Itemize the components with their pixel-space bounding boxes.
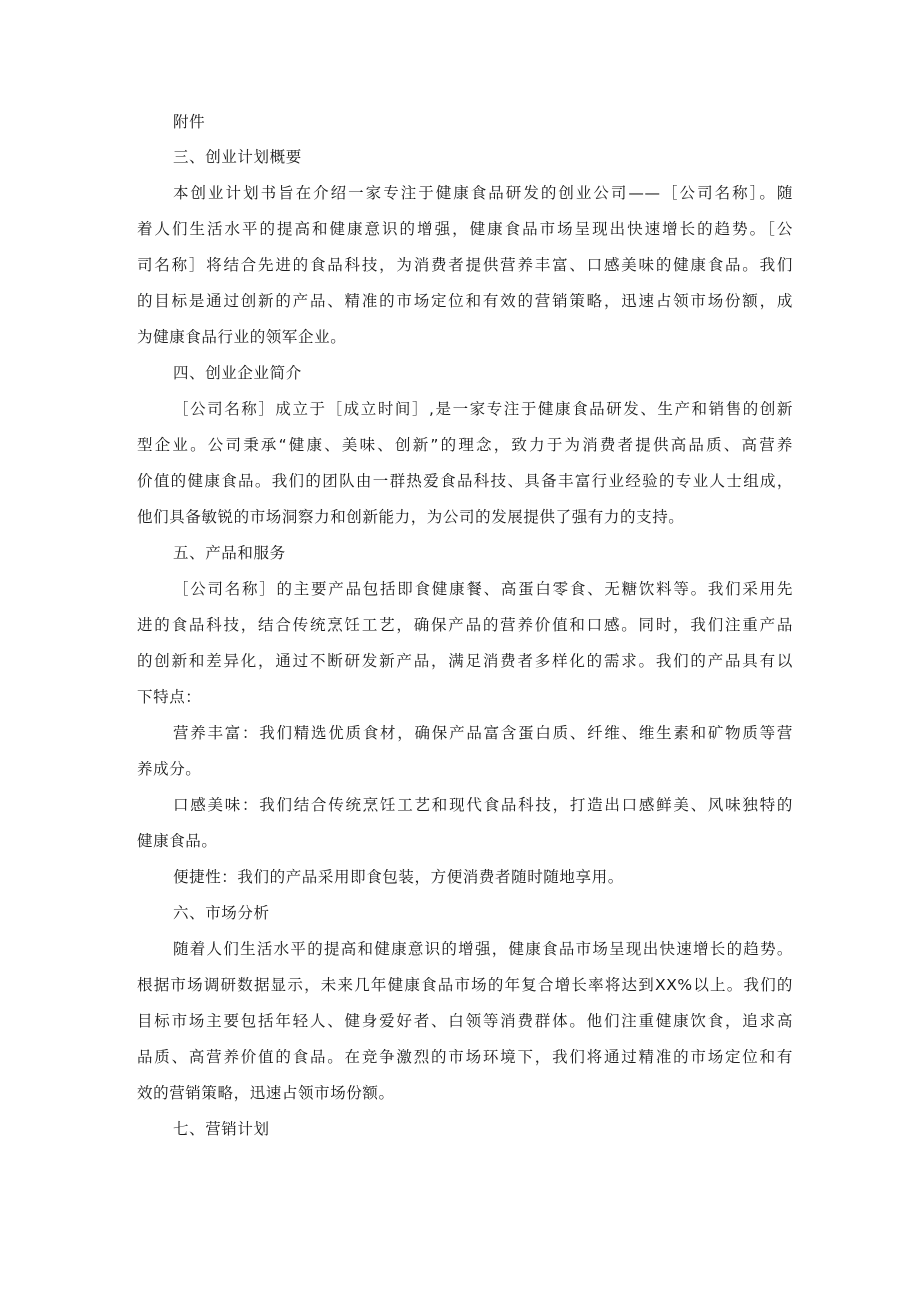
paragraph-line: 他们具备敏锐的市场洞察力和创新能力，为公司的发展提供了强有力的支持。 [137, 508, 685, 526]
section-heading-6: 六、市场分析 [173, 904, 270, 922]
paragraph-line: 型企业。公司秉承“健康、美味、创新”的理念，致力于为消费者提供高品质、高营养 [137, 436, 793, 454]
section-heading-7: 七、营销计划 [173, 1120, 270, 1138]
paragraph-line: 司名称］将结合先进的食品科技，为消费者提供营养丰富、口感美味的健康食品。我们 [137, 256, 793, 274]
feature-item-convenience [137, 866, 793, 889]
paragraph-line: 品质、高营养价值的食品。在竞争激烈的市场环境下，我们将通过精准的市场定位和有 [137, 1048, 793, 1066]
section-4-paragraph [137, 398, 793, 529]
paragraph-line: 根据市场调研数据显示，未来几年健康食品市场的年复合增长率将达到XX%以上。我们的 [137, 976, 793, 994]
feature-item-taste [137, 794, 793, 853]
section-3-paragraph [137, 182, 793, 349]
section-heading-4: 四、创业企业简介 [173, 364, 302, 382]
paragraph-line: 随着人们生活水平的提高和健康意识的增强，健康食品市场呈现出快速增长的趋势。 [173, 940, 793, 958]
feature-line: 口感美味：我们结合传统烹饪工艺和现代食品科技，打造出口感鲜美、风味独特的 [173, 796, 793, 814]
paragraph-line: ［公司名称］成立于［成立时间］,是一家专注于健康食品研发、生产和销售的创新 [173, 400, 793, 418]
paragraph-line: 的创新和差异化，通过不断研发新产品，满足消费者多样化的需求。我们的产品具有以 [137, 652, 793, 670]
paragraph-line: 目标市场主要包括年轻人、健身爱好者、白领等消费群体。他们注重健康饮食，追求高 [137, 1012, 793, 1030]
section-6-paragraph [137, 938, 793, 1105]
feature-line: 健康食品。 [137, 832, 218, 850]
section-heading-5: 五、产品和服务 [173, 544, 286, 562]
feature-line: 养成分。 [137, 760, 202, 778]
section-5-paragraph [137, 578, 793, 709]
feature-line: 营养丰富：我们精选优质食材，确保产品富含蛋白质、纤维、维生素和矿物质等营 [173, 724, 793, 742]
section-heading-3: 三、创业计划概要 [173, 148, 302, 166]
paragraph-line: 价值的健康食品。我们的团队由一群热爱食品科技、具备丰富行业经验的专业人士组成， [137, 472, 793, 490]
paragraph-line: 本创业计划书旨在介绍一家专注于健康食品研发的创业公司——［公司名称］。随 [173, 184, 793, 202]
paragraph-line: 效的营销策略，迅速占领市场份额。 [137, 1084, 395, 1102]
paragraph-line: 着人们生活水平的提高和健康意识的增强，健康食品市场呈现出快速增长的趋势。［公 [137, 220, 793, 238]
paragraph-line: 的目标是通过创新的产品、精准的市场定位和有效的营销策略，迅速占领市场份额，成 [137, 292, 793, 310]
document-body [137, 111, 793, 1141]
feature-item-nutrition [137, 722, 793, 781]
attachment-label: 附件 [173, 113, 206, 131]
paragraph-line: ［公司名称］的主要产品包括即食健康餐、高蛋白零食、无糖饮料等。我们采用先 [173, 580, 793, 598]
paragraph-line: 为健康食品行业的领军企业。 [137, 328, 347, 346]
feature-line: 便捷性：我们的产品采用即食包装，方便消费者随时随地享用。 [173, 868, 624, 886]
paragraph-line: 进的食品科技，结合传统烹饪工艺，确保产品的营养价值和口感。同时，我们注重产品 [137, 616, 793, 634]
paragraph-line: 下特点： [137, 688, 202, 706]
